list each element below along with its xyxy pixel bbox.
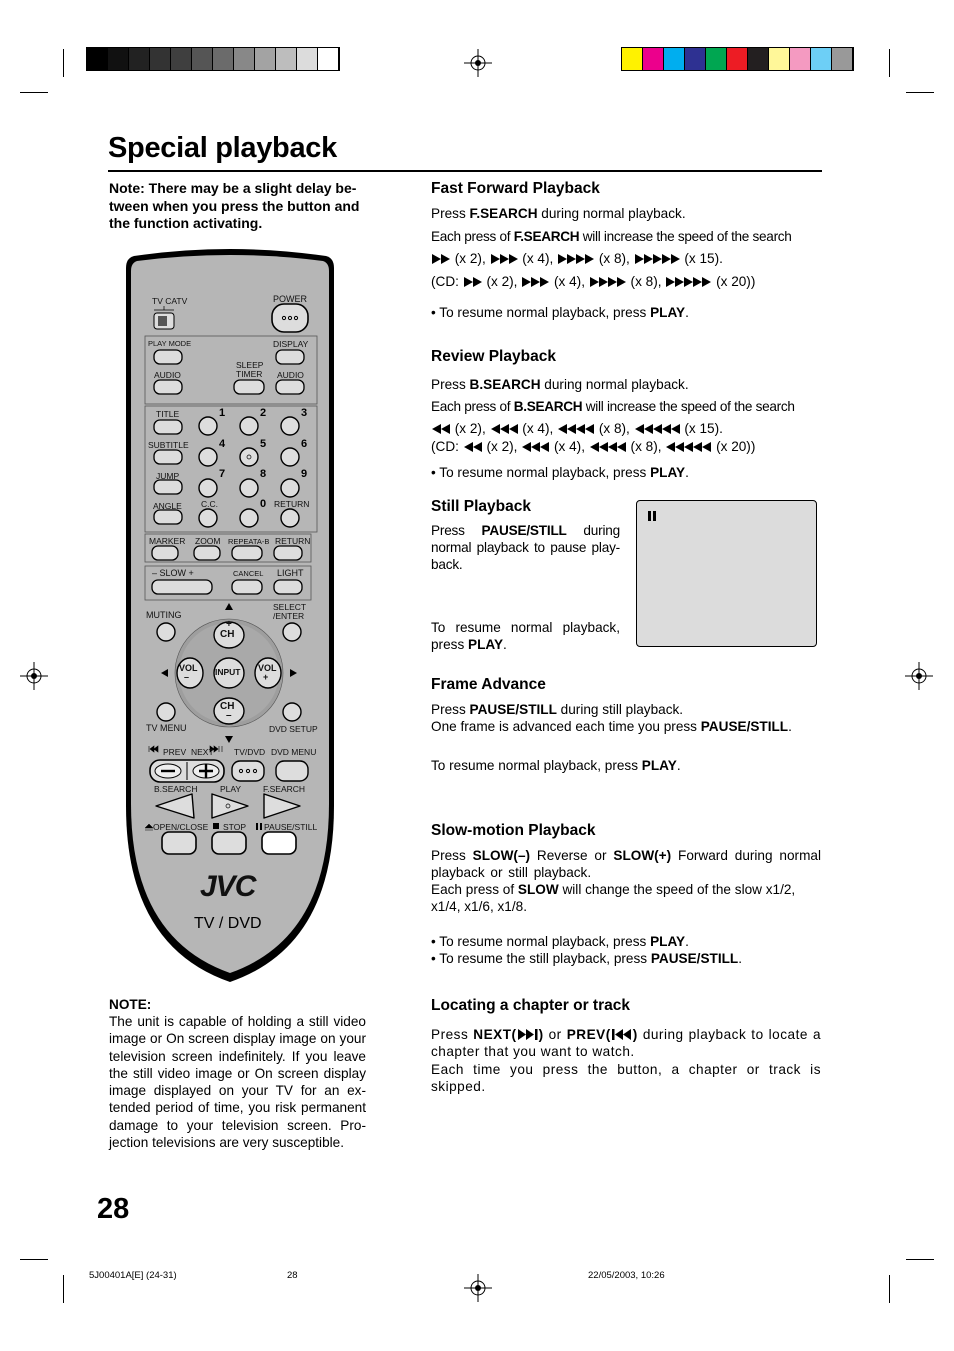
text: ) [632, 1027, 638, 1042]
text: . [788, 719, 792, 734]
speed-value: (x 15). [680, 421, 723, 436]
fast-forward-icon [665, 277, 712, 287]
speed-value: (x 8), [626, 439, 666, 454]
rewind-icon [521, 442, 550, 452]
text: To resume normal playback, press [431, 620, 620, 652]
fast-forward-heading: Fast Forward Playback [431, 180, 600, 197]
speed-value: (x 15). [680, 251, 723, 266]
text: Each press of [431, 882, 518, 897]
review-heading: Review Playback [431, 348, 556, 365]
text: during playback to locate a chapter that you want to watch. [431, 1027, 822, 1059]
speed-value: (x 4), [550, 439, 589, 454]
review-line-1 [431, 376, 821, 393]
color-swatch [664, 48, 685, 70]
title-rule [108, 170, 822, 172]
review-cd-speeds [431, 438, 821, 455]
remote-label-jump: JUMP [156, 471, 180, 481]
crop-mark [63, 1275, 64, 1303]
text: One frame is advanced each time you press [431, 719, 701, 734]
remote-label-audio-right: AUDIO [277, 370, 304, 380]
remote-label-ch-up [220, 619, 235, 640]
play-key: PLAY [650, 465, 686, 480]
remote-label-display: DISPLAY [273, 339, 309, 349]
remote-label-cc: C.C. [201, 499, 218, 509]
remote-label-audio-left: AUDIO [154, 370, 181, 380]
remote-label-tv-dvd: TV/DVD [234, 747, 266, 757]
speed-value: (x 4), [550, 274, 589, 289]
still-heading: Still Playback [431, 498, 531, 515]
text: Press [431, 702, 470, 717]
speed-value: (x 20)) [712, 274, 756, 289]
remote-label-return: RETURN [274, 499, 310, 509]
speed-value: (x 20)) [712, 439, 756, 454]
ch-plus-icon: + [226, 619, 232, 630]
frame-resume [431, 757, 821, 774]
rewind-icon [634, 424, 681, 434]
locate-line-2: Each time you press the button, a chapter or track is skipped. [431, 1062, 821, 1094]
remote-label-light: LIGHT [277, 568, 304, 578]
crop-mark [906, 1259, 934, 1260]
remote-label-return-2: RETURN [275, 536, 311, 546]
speed-value: (x 8), [595, 251, 634, 266]
color-swatch [108, 48, 129, 70]
text: will increase the speed of the search [579, 229, 792, 244]
remote-label-cancel: CANCEL [233, 569, 264, 578]
slow-resume-1 [431, 933, 821, 950]
text: during normal playback. [537, 206, 686, 221]
footer-left: 5J00401A[E] (24-31) [89, 1270, 177, 1281]
remote-label-f-search: F.SEARCH [263, 784, 306, 794]
crop-mark [63, 49, 64, 77]
next-key: NEXT( [473, 1027, 517, 1042]
play-key: PLAY [650, 934, 686, 949]
fast-forward-icon [634, 254, 681, 264]
remote-label-open-close: OPEN/CLOSE [153, 822, 209, 832]
slow-line-1 [431, 847, 821, 881]
text: ) [538, 1027, 544, 1042]
speed-value: (x 8), [595, 421, 634, 436]
color-swatch [318, 48, 339, 70]
text: during normal playback. [540, 377, 689, 392]
fast-forward-icon [557, 254, 595, 264]
remote-model-label: TV / DVD [194, 915, 262, 932]
vol-label: VOL [258, 663, 277, 673]
remote-label-muting: MUTING [146, 610, 182, 620]
text: Press [431, 377, 470, 392]
text: • To resume the still playback, press [431, 951, 651, 966]
ch-minus-icon: – [226, 710, 232, 721]
text: Press [431, 848, 473, 863]
fast-forward-cd-speeds [431, 273, 821, 290]
text: during normal playback to pause play-back. [431, 523, 621, 572]
frame-line-1 [431, 701, 821, 718]
remote-label-sleep: SLEEP [236, 360, 264, 370]
text: Forward during normal playback or still playback. [431, 848, 821, 880]
speed-value: (x 4), [518, 421, 558, 436]
remote-label-ch-down [220, 701, 235, 721]
fast-forward-speeds [431, 250, 821, 267]
remote-label-dvd-menu: DVD MENU [271, 747, 317, 757]
registration-mark-icon [464, 49, 492, 77]
grayscale-bar [86, 47, 340, 71]
text: or [543, 1027, 567, 1042]
page-title: Special playback [108, 132, 337, 164]
remote-number-3: 3 [301, 407, 308, 419]
text: Reverse or [530, 848, 614, 863]
remote-label-power: POWER [273, 294, 308, 304]
text: will change the speed of the slow x1/2, x1/4, x1/6, x1/8. [431, 882, 796, 914]
crop-mark [906, 92, 934, 93]
color-swatch [643, 48, 664, 70]
remote-label-tv-menu: TV MENU [146, 723, 187, 733]
color-swatch [297, 48, 318, 70]
vol-label: VOL [179, 663, 198, 673]
crop-mark [889, 1275, 890, 1303]
remote-label-prev: PREV [163, 747, 187, 757]
text: Press [431, 206, 470, 221]
next-track-icon [517, 1029, 539, 1040]
fast-forward-icon [589, 277, 627, 287]
locate-heading: Locating a chapter or track [431, 997, 630, 1014]
color-swatch [790, 48, 811, 70]
remote-label-stop: STOP [223, 822, 246, 832]
remote-label-input: INPUT [215, 667, 241, 677]
rewind-icon [665, 442, 712, 452]
bottom-note-heading: NOTE: [109, 997, 152, 1012]
text: will increase the speed of the search [582, 399, 795, 414]
remote-label-subtitle: SUBTITLE [148, 440, 189, 450]
play-key: PLAY [650, 305, 686, 320]
slow-line-2 [431, 881, 821, 915]
frame-advance-heading: Frame Advance [431, 676, 546, 693]
registration-mark-icon [905, 662, 933, 690]
remote-number-2: 2 [260, 407, 267, 419]
remote-label-select: SELECT [273, 602, 307, 612]
remote-label-title: TITLE [156, 409, 180, 419]
text: during still playback. [556, 702, 684, 717]
speed-value: (x 2), [482, 274, 522, 289]
cd-prefix: (CD: [431, 439, 463, 454]
rewind-icon [431, 424, 451, 434]
color-swatch [811, 48, 832, 70]
remote-number-5: 5 [260, 438, 267, 450]
remote-label-angle: ANGLE [153, 501, 182, 511]
remote-label-zoom: ZOOM [195, 536, 221, 546]
text: To resume normal playback, press [431, 758, 642, 773]
crop-mark [20, 1259, 48, 1260]
text: . [685, 465, 689, 480]
remote-number-4: 4 [219, 438, 226, 450]
text: Press [431, 1027, 474, 1042]
rewind-icon [490, 424, 519, 434]
page-number: 28 [97, 1193, 130, 1225]
color-swatch [622, 48, 643, 70]
remote-label-enter: /ENTER [273, 611, 305, 621]
fast-forward-line-1 [431, 205, 821, 222]
color-swatch [276, 48, 297, 70]
prev-key: PREV( [566, 1027, 611, 1042]
fast-forward-icon [490, 254, 519, 264]
remote-control-illustration [124, 246, 336, 986]
text: • To resume normal playback, press [431, 934, 651, 949]
b-search-key: B.SEARCH [469, 377, 541, 392]
pause-icon [648, 511, 656, 521]
text: Press [431, 523, 482, 538]
slow-key: SLOW [517, 882, 559, 897]
bottom-note-text: The unit is capable of holding a still video image or On screen display image on your television screen indefinitely. If you leave the still video image or On screen display image displayed on your TV for an ex-tended period of time, you risk permanent damage to your television screen. Pro-jection televisions are very susceptible. [109, 1014, 366, 1151]
play-key: PLAY [468, 637, 504, 652]
prev-track-icon [611, 1029, 633, 1040]
color-swatch [727, 48, 748, 70]
remote-label-timer: TIMER [236, 369, 263, 379]
text: . [685, 934, 689, 949]
slow-minus-key: SLOW(–) [472, 848, 531, 863]
speed-value: (x 2), [451, 251, 490, 266]
review-line-2 [431, 398, 821, 415]
remote-label-repeat-ab: REPEATA-B [228, 537, 270, 546]
fast-forward-icon [521, 277, 550, 287]
remote-label-vol-right [258, 663, 277, 682]
review-speeds [431, 420, 821, 437]
registration-mark-icon [464, 1274, 492, 1302]
remote-number-8: 8 [260, 468, 267, 480]
text: . [738, 951, 742, 966]
remote-number-9: 9 [301, 468, 308, 480]
footer-right: 22/05/2003, 10:26 [588, 1270, 665, 1281]
color-swatch [255, 48, 276, 70]
text: Each press of [431, 229, 514, 244]
play-key: PLAY [641, 758, 677, 773]
color-swatch [129, 48, 150, 70]
color-swatch [685, 48, 706, 70]
text: • To resume normal playback, press [431, 305, 651, 320]
slow-plus-key: SLOW(+) [613, 848, 672, 863]
crop-mark [889, 49, 890, 77]
rewind-icon [463, 442, 483, 452]
speed-value: (x 2), [451, 421, 490, 436]
vol-plus-icon: + [263, 672, 269, 682]
slow-resume-2 [431, 950, 821, 967]
pause-still-key: PAUSE/STILL [469, 702, 557, 717]
remote-number-1: 1 [219, 407, 226, 419]
review-resume [431, 464, 821, 481]
color-swatch [87, 48, 108, 70]
fast-forward-resume [431, 304, 821, 321]
text: . [503, 637, 507, 652]
pause-still-key: PAUSE/STILL [700, 719, 789, 734]
speed-value: (x 8), [626, 274, 666, 289]
color-swatch [748, 48, 769, 70]
remote-number-6: 6 [301, 438, 308, 450]
slow-motion-heading: Slow-motion Playback [431, 822, 596, 839]
pause-still-key: PAUSE/STILL [481, 523, 567, 538]
color-swatch [171, 48, 192, 70]
frame-line-2 [431, 718, 821, 735]
text: . [676, 758, 681, 773]
color-swatch [192, 48, 213, 70]
color-swatch [213, 48, 234, 70]
remote-number-7: 7 [219, 468, 226, 480]
pause-still-key: PAUSE/STILL [650, 951, 739, 966]
registration-mark-icon [20, 662, 48, 690]
remote-label-vol-left [179, 663, 198, 682]
fast-forward-icon [463, 277, 483, 287]
text: . [685, 305, 689, 320]
fast-forward-line-2 [431, 228, 821, 245]
tv-screen-illustration [636, 500, 817, 647]
color-swatch [234, 48, 255, 70]
top-note: Note: There may be a slight delay be-tween when you press the button and the function activating. [109, 180, 360, 231]
remote-number-0: 0 [260, 498, 267, 510]
speed-value: (x 4), [518, 251, 558, 266]
text: • To resume normal playback, press [431, 465, 651, 480]
remote-label-play: PLAY [220, 784, 242, 794]
f-search-key: F.SEARCH [469, 206, 538, 221]
still-resume [431, 619, 620, 653]
color-swatch [832, 48, 853, 70]
color-bar [621, 47, 854, 71]
rewind-icon [557, 424, 595, 434]
rewind-icon [589, 442, 627, 452]
fast-forward-icon [431, 254, 451, 264]
remote-label-tv-catv: TV CATV [152, 296, 188, 306]
cd-prefix: (CD: [431, 274, 463, 289]
locate-line-1 [431, 1026, 821, 1060]
b-search-key: B.SEARCH [513, 399, 583, 414]
speed-value: (x 2), [482, 439, 522, 454]
ch-label: CH [220, 701, 235, 712]
vol-minus-icon: – [184, 672, 190, 682]
remote-label-next: NEXT [191, 747, 214, 757]
remote-label-pause-still: PAUSE/STILL [264, 822, 318, 832]
remote-label-b-search: B.SEARCH [154, 784, 198, 794]
crop-mark [20, 92, 48, 93]
remote-label-slow: – SLOW + [152, 568, 194, 578]
text: Each press of [431, 399, 514, 414]
color-swatch [769, 48, 790, 70]
still-line-1 [431, 522, 620, 573]
brand-logo: JVC [200, 870, 256, 903]
f-search-key: F.SEARCH [513, 229, 580, 244]
ch-label: CH [220, 629, 235, 640]
remote-label-marker: MARKER [149, 536, 186, 546]
remote-label-play-mode: PLAY MODE [148, 339, 192, 348]
color-swatch [150, 48, 171, 70]
remote-label-dvd-setup: DVD SETUP [269, 724, 318, 734]
footer-center: 28 [287, 1270, 298, 1281]
color-swatch [706, 48, 727, 70]
